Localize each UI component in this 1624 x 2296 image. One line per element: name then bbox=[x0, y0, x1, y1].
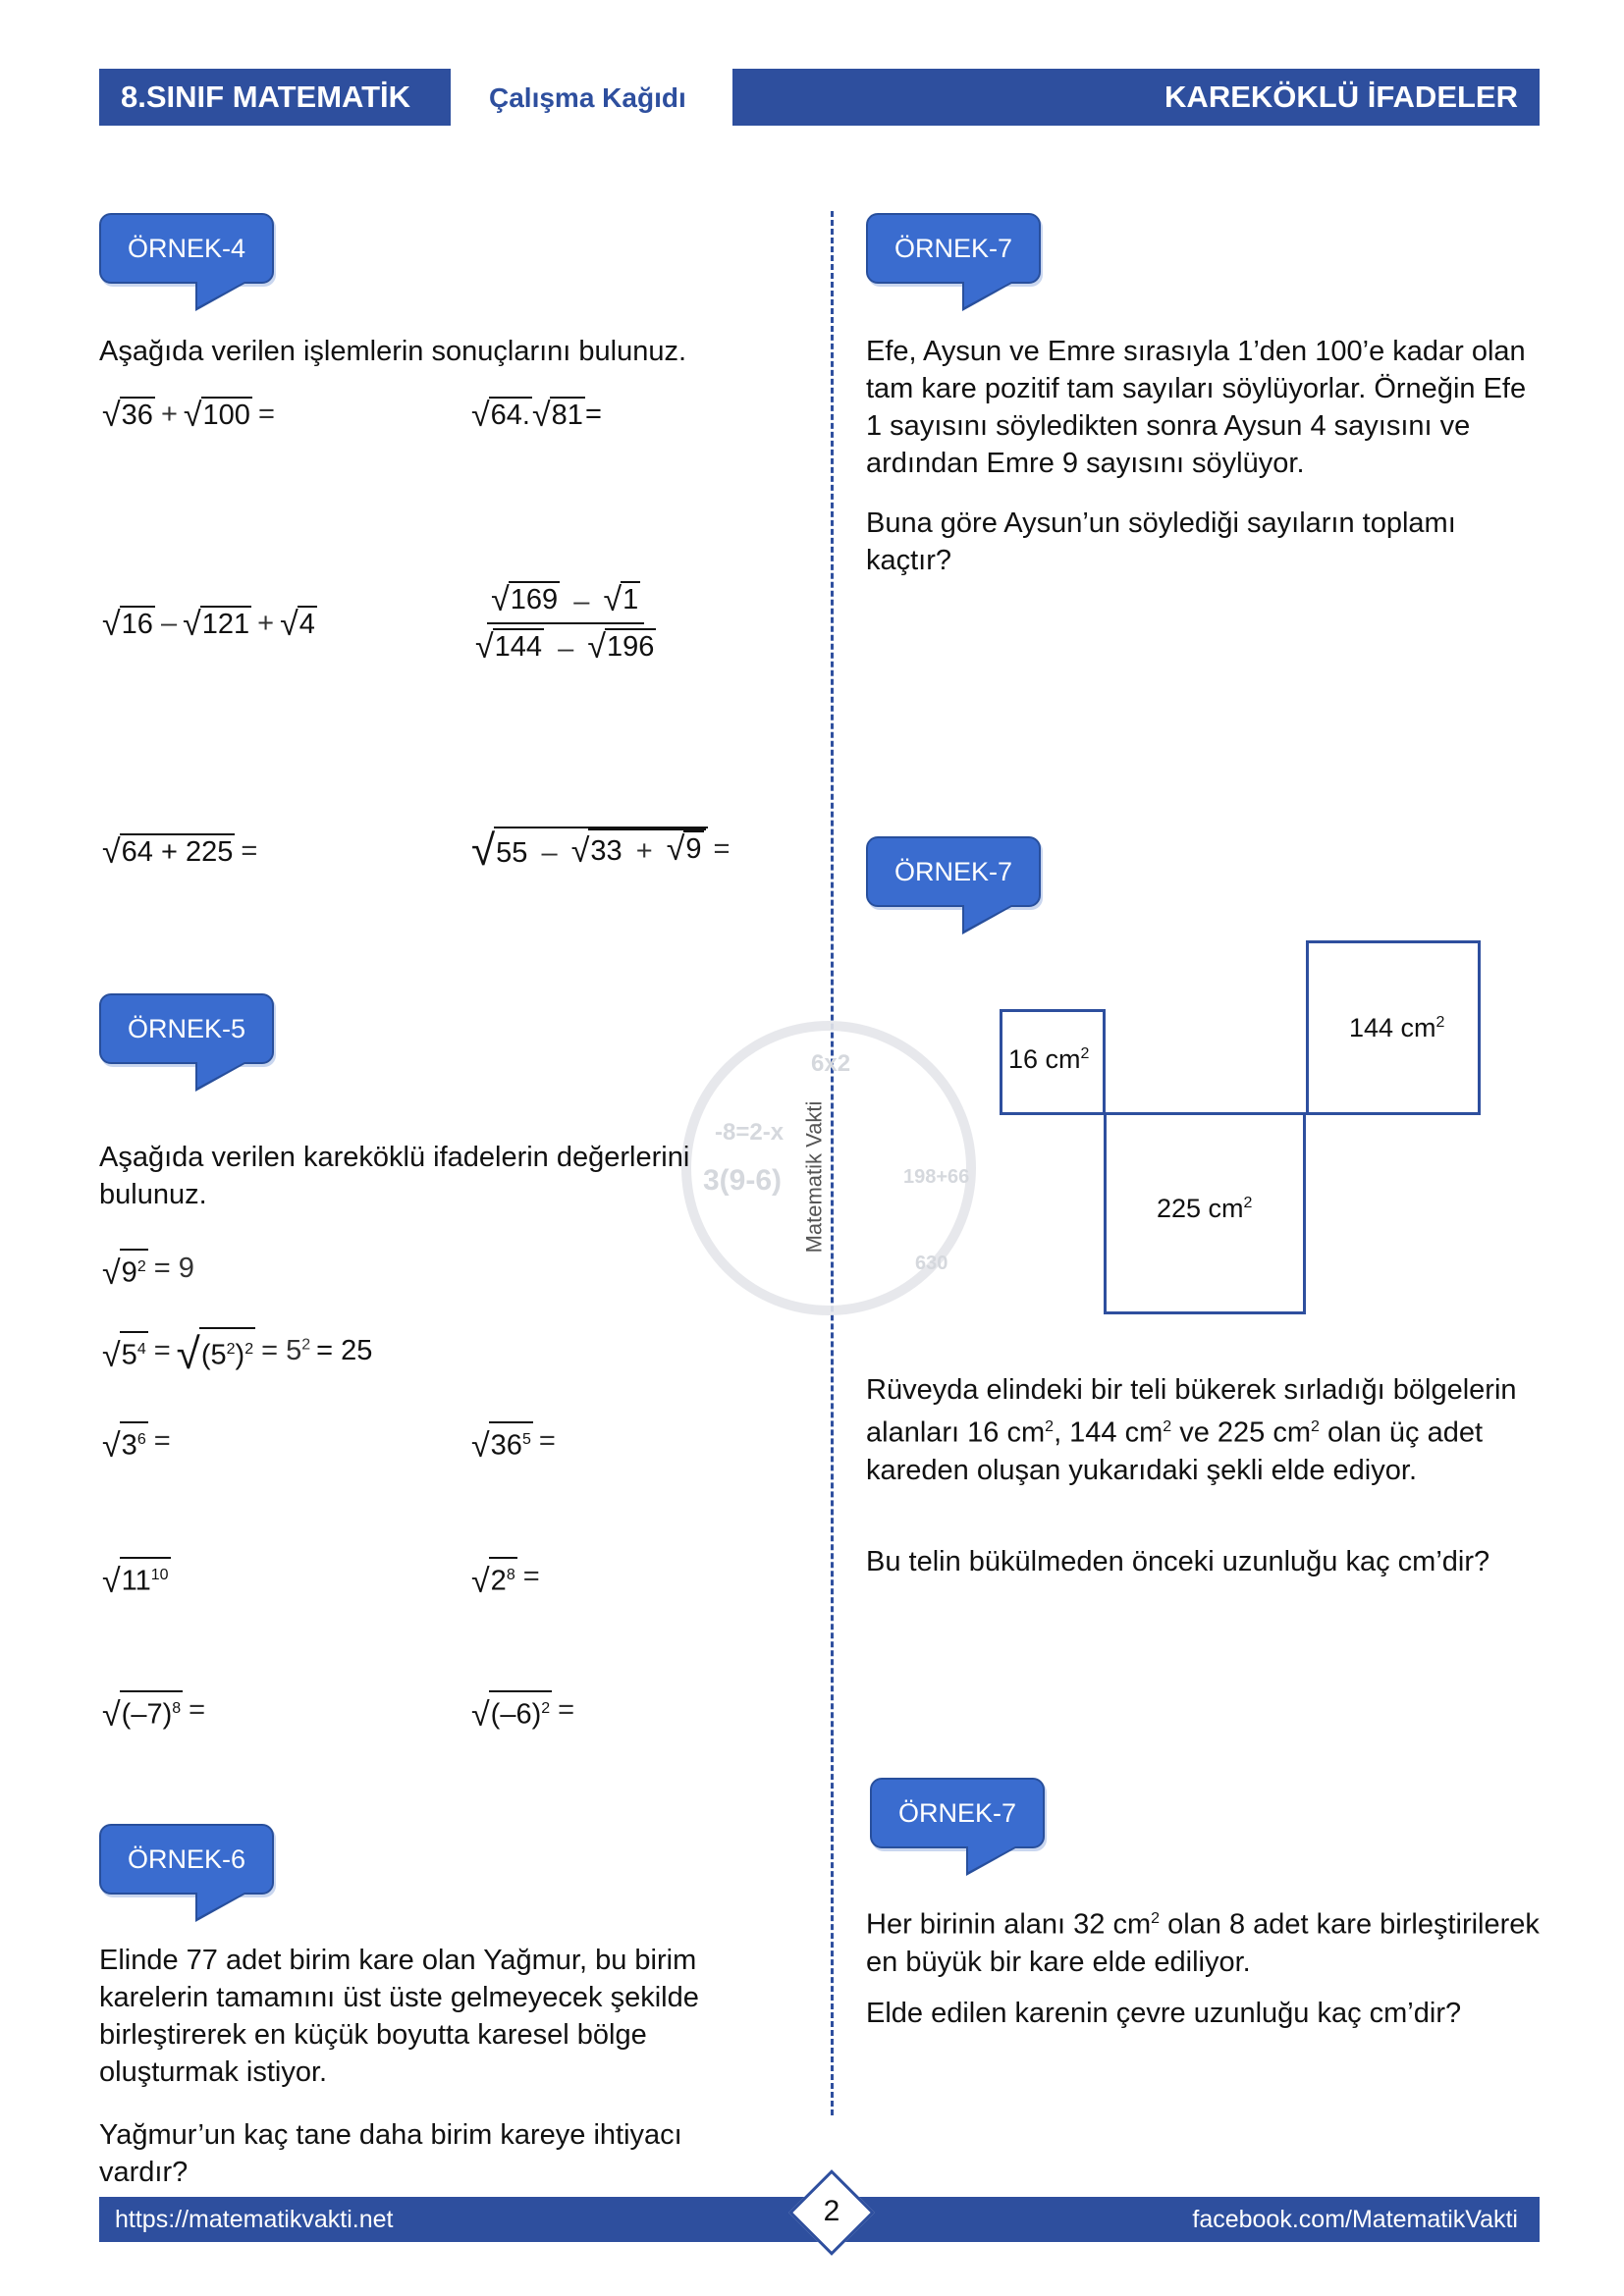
square-144-label: 144 $cm^2$ bbox=[1349, 1013, 1445, 1042]
expr-sqrt16-minus-sqrt121-plus-sqrt4: √ 16 – √ 121 + √ 4 bbox=[102, 606, 315, 643]
example-7c-paragraph: Her birinin alanı 32 $cm^2$ olan 8 adet kare birleştirilerek en büyük bir kare elde ediliyor. bbox=[866, 1908, 1540, 1978]
header-topic-title bbox=[732, 69, 1540, 126]
expr-sqrt-11-to-10: √ $11^{10}$ bbox=[102, 1557, 171, 1598]
radicand: 55 bbox=[496, 837, 528, 869]
area-value: 225 cm bbox=[1157, 1194, 1244, 1223]
example-7c-question: Elde edilen karenin çevre uzunluğu kaç cm’dir? bbox=[866, 1998, 1462, 2029]
square-225-label: 225 $cm^2$ bbox=[1157, 1194, 1253, 1223]
watermark-decoration: -8=2-x bbox=[715, 1119, 785, 1146]
step-value: = 5 bbox=[261, 1335, 302, 1367]
expr-nested-radical: √ 55 – √ 33 + √ 9 = bbox=[471, 827, 731, 875]
radicand: 64 + 225 bbox=[120, 833, 236, 869]
footer-website-link[interactable]: https://matematikvakti.net bbox=[115, 2205, 394, 2233]
footer-facebook-link[interactable]: facebook.com/MatematikVakti bbox=[1192, 2205, 1518, 2233]
text-part: Her birinin alanı 32 cm bbox=[866, 1908, 1152, 1941]
example-4-badge bbox=[99, 213, 274, 284]
equals-sign: = bbox=[241, 834, 258, 867]
radicand: 9 bbox=[683, 830, 703, 866]
example-6-badge bbox=[99, 1824, 274, 1895]
example-7a-question: Buna göre Aysun’un söylediği sayıların toplamı kaçtır? bbox=[866, 507, 1456, 576]
text-part: olan 8 adet kare birleştirilerek en büyük bir kare elde ediliyor. bbox=[866, 1908, 1540, 1978]
expr-sqrt-3-to-6: √ $3^6$ = bbox=[102, 1421, 177, 1463]
step: = $5^2$ bbox=[261, 1335, 311, 1367]
expr-radical-fraction: √ 169 – √ 1 √ 144 – √ 196 bbox=[475, 581, 655, 666]
expr-sqrt-64-plus-225: √ 64 + 225 = bbox=[102, 833, 258, 871]
example-7b-badge-label: ÖRNEK-7 bbox=[893, 856, 1013, 886]
radicand: 81 bbox=[550, 397, 585, 432]
expr-sqrt64-times-sqrt81: √ 64. √ 81 = bbox=[471, 397, 602, 434]
example-7b-question: Bu telin bükülmeden önceki uzunluğu kaç cm’dir? bbox=[866, 1546, 1490, 1577]
radicand: 100 bbox=[201, 397, 252, 432]
equals-sign: = bbox=[713, 833, 731, 865]
header-course-title bbox=[99, 69, 451, 126]
radicand: 196 bbox=[605, 628, 656, 664]
equals-sign: = bbox=[153, 1335, 171, 1367]
radicand: 16 bbox=[120, 606, 155, 641]
radicand: 64. bbox=[489, 397, 532, 432]
final-result: = 25 bbox=[316, 1335, 373, 1367]
equals-sign: = bbox=[558, 1694, 575, 1727]
expr-sqrt-5-to-4: √ $5^4$ = √ $(5^2)^2$ = $5^2$ = 25 bbox=[102, 1327, 372, 1376]
result: = 9 bbox=[153, 1253, 194, 1285]
example-4-badge-label: ÖRNEK-4 bbox=[127, 233, 246, 263]
example-7c-badge bbox=[870, 1778, 1045, 1848]
radicand: 144 bbox=[493, 628, 544, 664]
example-6-badge-label: ÖRNEK-6 bbox=[127, 1843, 246, 1874]
expr-sqrt-neg7-to-8: √ $(-7)^8$ = bbox=[102, 1690, 211, 1732]
radicand: 4 bbox=[298, 606, 317, 641]
example-5-badge bbox=[99, 993, 274, 1064]
text-part: ve 225 cm bbox=[1171, 1416, 1312, 1449]
radicand: 36 bbox=[120, 397, 155, 432]
example-7b-paragraph: Rüveyda elindeki bir teli bükerek sırladığı bölgelerin alanları 16 $cm^2$, 144 $cm^2$ ve 225 $cm^2$ olan üç adet kareden oluşan yukarıdaki şekli elde ediyor. bbox=[866, 1374, 1517, 1486]
expr-sqrt-2-to-8: √ $2^8$ = bbox=[471, 1557, 546, 1598]
equals-sign: = bbox=[189, 1694, 206, 1727]
example-5-badge-label: ÖRNEK-5 bbox=[127, 1013, 246, 1043]
equals-sign: = bbox=[257, 398, 275, 430]
watermark-decoration: 6x2 bbox=[811, 1050, 851, 1077]
area-value: 144 cm bbox=[1349, 1013, 1436, 1042]
watermark-decoration: 3(9-6) bbox=[703, 1164, 783, 1197]
header-topic-text: KAREKÖKLÜ İFADELER bbox=[1164, 80, 1518, 114]
expr-sqrt-36-to-5: √ $36^5$ = bbox=[471, 1421, 562, 1463]
text-part: olan üç adet kareden oluşan yukarıdaki şekli elde ediyor. bbox=[866, 1416, 1484, 1486]
example-4-question: Aşağıda verilen işlemlerin sonuçlarını bulunuz. bbox=[99, 336, 687, 367]
equals-sign: = bbox=[538, 1425, 556, 1458]
page-number: 2 bbox=[823, 2195, 840, 2227]
example-7a-paragraph: Efe, Aysun ve Emre sırasıyla 1’den 100’e kadar olan tam kare pozitif tam sayıları söylüyorlar. Örneğin Efe 1 sayısını söyledikten sonra Aysun 4 sayısını ve ardından Emre 9 sayısını söylüyor. bbox=[866, 336, 1527, 479]
expr-sqrt-9-squared: √ $9^2$ = 9 bbox=[102, 1249, 200, 1290]
watermark-text: Matematik Vakti bbox=[801, 1100, 827, 1254]
watermark-decoration: 198+66 bbox=[903, 1166, 970, 1188]
expr-sqrt-neg6-squared: √ $(-6)^2$ = bbox=[471, 1690, 580, 1732]
equals-sign: = bbox=[522, 1561, 540, 1593]
example-7a-badge bbox=[866, 213, 1041, 284]
example-6-paragraph: Elinde 77 adet birim kare olan Yağmur, bu birim karelerin tamamını üst üste gelmeyecek şekilde birleştirerek en küçük boyutta karesel bölge oluşturmak istiyor. bbox=[99, 1945, 699, 2088]
header-worksheet-label: Çalışma Kağıdı bbox=[489, 82, 686, 113]
radicand: 33 bbox=[590, 835, 623, 867]
equals-sign: = bbox=[153, 1425, 171, 1458]
header-course-text: 8.SINIF MATEMATİK bbox=[121, 80, 411, 114]
example-7a-badge-label: ÖRNEK-7 bbox=[893, 233, 1013, 263]
example-5-question: Aşağıda verilen kareköklü ifadelerin değerlerini bulunuz. bbox=[99, 1142, 690, 1210]
text-part: Rüveyda elindeki bir teli bükerek sırladığı bölgelerin alanları 16 cm bbox=[866, 1374, 1517, 1449]
example-6-question: Yağmur’un kaç tane daha birim kareye ihtiyacı vardır? bbox=[99, 2119, 682, 2188]
example-7c-badge-label: ÖRNEK-7 bbox=[897, 1797, 1017, 1828]
expr-sqrt36-plus-sqrt100: √ 36 + √ 100 = bbox=[102, 397, 275, 434]
equals-sign: = bbox=[584, 398, 602, 430]
radicand: 1 bbox=[621, 581, 640, 616]
watermark-decoration: 630 bbox=[915, 1253, 948, 1274]
example-7b-badge bbox=[866, 836, 1041, 907]
radicand: 169 bbox=[509, 581, 560, 616]
text-part: , 144 cm bbox=[1054, 1416, 1164, 1449]
square-16-label: 16 $cm^2$ bbox=[1008, 1044, 1090, 1074]
area-value: 16 cm bbox=[1008, 1044, 1081, 1074]
radicand: 121 bbox=[200, 606, 251, 641]
